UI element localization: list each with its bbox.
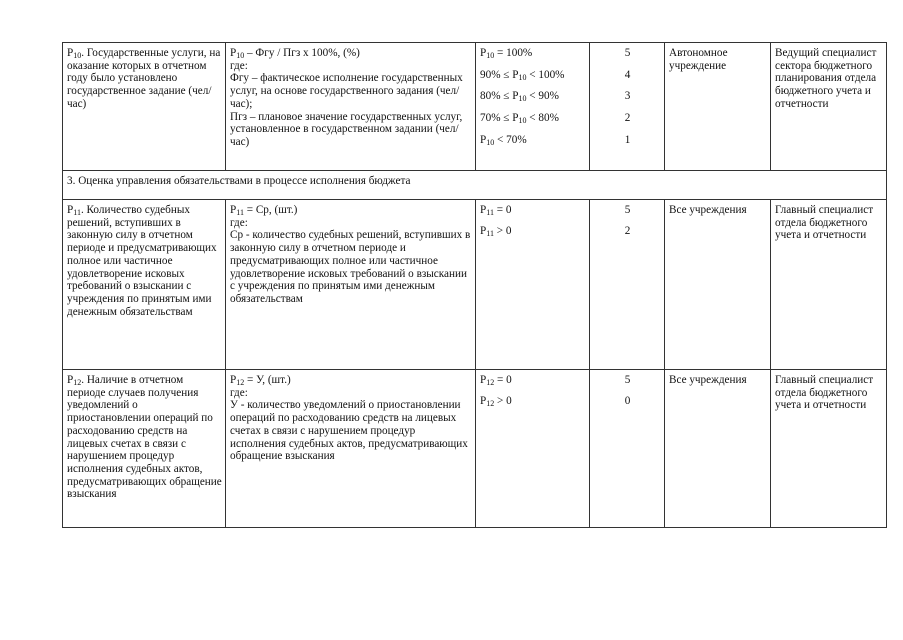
formula-subscript: 11 [236,208,244,217]
score-value: 3 [624,90,631,103]
condition-line: $P_{12} = 0$ [480,374,512,387]
indicator-row-p10 [63,43,887,171]
formula-subscript: 12 [236,378,245,387]
responsible-cell: Главный специалист отдела бюджетного учета и отчетности [771,200,887,370]
score-value: 4 [624,68,631,81]
responsible-cell: Главный специалист отдела бюджетного учета и отчетности [771,370,887,528]
score-cell [590,43,665,171]
score-value: 2 [624,112,631,125]
indicator-row-p12 [63,370,887,528]
applies-to-cell: Автономное учреждение [665,43,771,171]
score-cell [590,200,665,370]
score-value: 5 [624,47,631,59]
condition-line: $P_{10} = 100\%$ [480,47,533,60]
indicator-symbol: P [67,47,74,59]
applies-to-cell: Все учреждения [665,370,771,528]
indicator-text: . Количество судебных решений, вступивших в законную силу в отчетном периоде и предусматривающих полное или частичное удовлетворение исковых требований о взыскании с учреждения по принятым ими денежным обязательствам [67,204,217,318]
formula-subscript: 10 [236,51,245,60]
indicator-cell [63,43,226,171]
indicator-symbol: P [67,374,74,386]
score-cell [590,370,665,528]
formula-description: где: У - количество уведомлений о приостановлении операций по расходованию средств на лицевых счетах в связи с нарушением процедур исполнения судебных актов, предусматривающих обращение взыскания [230,386,468,463]
score-value: 2 [624,224,631,237]
section-row [63,171,887,200]
indicator-cell [63,200,226,370]
formula-symbol: P [230,47,237,59]
responsible-cell: Ведущий специалист сектора бюджетного планирования отдела бюджетного учета и отчетности [771,43,887,171]
condition-line: $90\% \le P_{10} < 100\%$ [480,68,565,82]
formula-symbol: P [230,374,237,386]
indicator-text: . Наличие в отчетном периоде случаев получения уведомлений о приостановлении операций по расходованию средств на лицевых счетах в связи с нарушением процедур исполнения судебных актов, предусматривающих обращение взыскания [67,374,222,501]
condition-line: $P_{11} = 0$ [480,204,512,217]
condition-line: $80\% \le P_{10} < 90\%$ [480,90,559,104]
indicator-cell [63,370,226,528]
applies-to-cell: Все учреждения [665,200,771,370]
score-value: 1 [624,133,631,146]
indicator-symbol: P [67,204,74,216]
formula-expression: – Фгу / Пгз х 100%, (%) [244,47,360,59]
condition-cell [476,43,590,171]
condition-cell [476,370,590,528]
condition-cell [476,200,590,370]
score-value: 0 [624,394,631,407]
formula-cell [226,200,476,370]
condition-line: $P_{12} > 0$ [480,394,512,408]
indicator-subscript: 12 [73,378,82,387]
criteria-table [62,42,887,528]
score-value: 5 [624,204,631,216]
indicator-subscript: 10 [73,51,82,60]
indicator-row-p11 [63,200,887,370]
section-title: 3. Оценка управления обязательствами в процессе исполнения бюджета [63,171,887,200]
formula-expression: = Ср, (шт.) [243,204,298,216]
formula-description: где: Ср - количество судебных решений, вступивших в законную силу в отчетном периоде и предусматривающих полное или частичное удовлетворение исковых требований о взыскании с учреждения по принятым ими денежным обязательствам [230,216,471,305]
score-value: 5 [624,374,631,386]
condition-line: $P_{10} < 70\%$ [480,133,527,147]
condition-line: $P_{11} > 0$ [480,224,512,238]
formula-cell [226,370,476,528]
indicator-text: . Государственные услуги, на оказание которых в отчетном году было установлено государственное задание (чел/час) [67,47,221,110]
formula-symbol: P [230,204,237,216]
formula-description: где: Фгу – фактическое исполнение государственных услуг, на основе государственного задания (чел/час); Пгз – плановое значение государственных услуг, установленное в государственном задании (чел/час) [230,59,463,148]
condition-line: $70\% \le P_{10} < 80\%$ [480,112,559,126]
indicator-subscript: 11 [73,208,81,217]
formula-cell [226,43,476,171]
formula-expression: = У, (шт.) [244,374,291,386]
